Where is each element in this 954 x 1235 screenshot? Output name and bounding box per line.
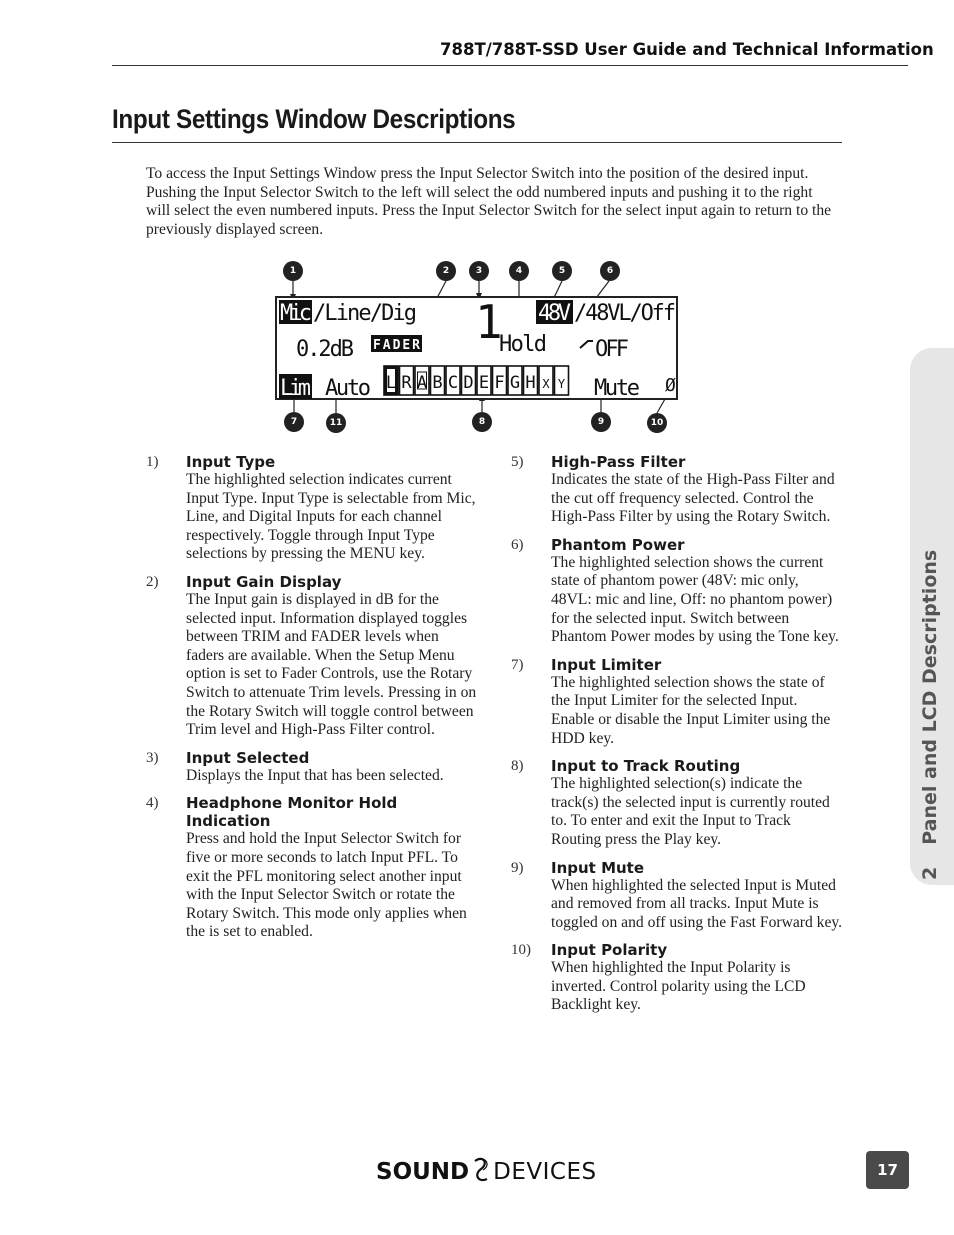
track-label-r: R (401, 373, 412, 393)
intro-text: To access the Input Settings Window press the Input Selector Switch into the position of the desired input. Pushing the Input Selector Switch to the left will select the odd numbered inputs and pushing it to the right will select the even numbered inputs. Press the Input Selector Switch for the select input again to return to the previously displayed screen. (146, 165, 832, 238)
item-body: The Input gain is displayed in dB for the selected input. Information displayed toggles between TRIM and FADER levels when faders are available. When the Setup Menu option is set to Fader Controls, use the Rotary Switch to attenuate Trim levels. Pressing in on the Rotary Switch will toggle control between Trim level and High-Pass Filter control. (186, 590, 477, 739)
running-header: 788T/788T-SSD User Guide and Technical Information (440, 40, 934, 59)
track-label-y: Y (557, 377, 566, 391)
lcd-input-type-rest: /Line/Dig (313, 301, 417, 326)
callout-1: 1 (283, 261, 303, 281)
lcd-gain-value: 0.2dB (296, 337, 354, 362)
lcd-input-number: 1 (475, 298, 503, 349)
callout-7: 7 (284, 412, 304, 432)
item-title: Input Polarity (551, 941, 668, 960)
track-label-h: H (525, 373, 536, 393)
chapter-number: 2 (919, 866, 941, 880)
item-body: Indicates the state of the High-Pass Filter and the cut off frequency selected. Control the High-Pass Filter by using the Rotary Switch. (551, 471, 835, 526)
track-label-e: E (478, 373, 490, 393)
list-item (511, 453, 843, 527)
track-label-g: G (509, 373, 521, 393)
item-title: Input Type (186, 453, 276, 471)
list-item (146, 453, 478, 564)
track-label-f: F (494, 373, 505, 393)
list-item (511, 757, 843, 849)
callout-3: 3 (469, 261, 489, 281)
logo-word-devices: DEVICES (493, 1159, 597, 1185)
chapter-tab-label (919, 550, 941, 880)
lcd-polarity: Ø (665, 375, 676, 396)
item-number: 1) (146, 454, 159, 470)
item-number: 2) (146, 573, 159, 590)
item-body: Press and hold the Input Selector Switch for five or more seconds to latch Input PFL. To exit the PFL monitoring select another input with the Input Selector Switch or rotate the Rotary Switch. This mode only applies when the is set to enabled. (186, 830, 467, 941)
item-body: When highlighted the selected Input is Muted and removed from all tracks. Input Mute is toggled on and off using the Fast Forward key. (551, 876, 843, 931)
item-title: Headphone Monitor Hold Indication (186, 794, 398, 831)
item-title: Phantom Power (551, 535, 685, 554)
item-body: When highlighted the Input Polarity is inverted. Control polarity using the LCD Backlight key. (551, 959, 806, 1014)
logo-word-sound: SOUND (376, 1159, 470, 1185)
item-body: The highlighted selection shows the state of the Input Limiter for the selected Input. Enable or disable the Input Limiter using the HDD key. (551, 673, 831, 747)
item-body: The highlighted selection(s) indicate the track(s) the selected input is currently routed to. To enter and exit the Input to Track Routing press the Play key. (551, 775, 830, 848)
list-item (146, 748, 478, 786)
callout-6: 6 (600, 261, 620, 281)
item-number: 4) (146, 795, 159, 812)
description-list-left (146, 453, 478, 951)
chapter-title: Panel and LCD Descriptions (919, 549, 941, 845)
callout-2: 2 (436, 261, 456, 281)
track-label-c: C (447, 373, 459, 393)
lcd-phantom-selected: 48V (538, 301, 571, 326)
list-item (146, 794, 478, 942)
item-number: 5) (511, 454, 524, 470)
lcd-hpf-value: OFF (595, 337, 629, 362)
track-routing-boxes (384, 366, 569, 395)
item-title: Input Gain Display (186, 572, 342, 591)
lcd-input-type-selected: Mic (280, 301, 312, 326)
item-number: 8) (511, 758, 524, 775)
item-number: 9) (511, 859, 524, 876)
description-list-right (511, 453, 843, 1024)
list-item (511, 858, 843, 933)
lcd-phantom-rest: /48VL/Off (574, 301, 676, 326)
callout-8: 8 (472, 412, 492, 432)
item-title: Input Limiter (551, 655, 662, 674)
track-label-d: D (463, 373, 474, 393)
track-label-l: L (385, 373, 397, 393)
item-number: 7) (511, 656, 524, 673)
item-title: Input Mute (551, 858, 645, 877)
list-item (511, 941, 843, 1015)
callout-4: 4 (509, 261, 529, 281)
sound-devices-logo (376, 1155, 597, 1185)
item-number: 6) (511, 536, 524, 553)
track-label-a: A (416, 373, 428, 393)
callout-10: 10 (647, 413, 667, 433)
list-item (146, 572, 478, 740)
callout-11: 11 (326, 413, 346, 433)
list-item (511, 655, 843, 748)
track-label-x: X (542, 377, 550, 391)
item-number: 3) (146, 749, 159, 766)
lcd-mute: Mute (594, 376, 640, 401)
lcd-limiter: Lim (280, 376, 311, 401)
lcd-contents (277, 298, 680, 402)
item-body: The highlighted selection shows the current state of phantom power (48V: mic only, 48VL: mic and line, Off: no phantom power) for the selected input. Switch between Phantom Power modes by using the Tone key. (551, 553, 839, 646)
item-body: Displays the Input that has been selected. (186, 766, 444, 784)
track-label-b: B (432, 373, 443, 393)
item-number: 10) (511, 942, 531, 959)
lcd-fader-badge: FADER (373, 338, 420, 353)
page-number: 17 (866, 1151, 909, 1189)
list-item (511, 535, 843, 647)
logo-swirl-icon (469, 1155, 493, 1185)
item-title: Input Selected (186, 748, 310, 767)
item-body: The highlighted selection indicates current Input Type. Input Type is selectable from Mic, Line, and Digital Inputs for each channel respectively. Toggle through Input Type selections by pressing the MENU key. (186, 471, 476, 563)
item-title: Input to Track Routing (551, 757, 741, 776)
item-title: High-Pass Filter (551, 453, 686, 471)
page-heading: Input Settings Window Descriptions (112, 104, 516, 134)
lcd-hold: Hold (499, 332, 547, 357)
lcd-input-settings-screen (275, 296, 678, 400)
lcd-auto: Auto (325, 376, 371, 401)
hpf-curve-icon (580, 341, 593, 348)
callout-9: 9 (591, 412, 611, 432)
callout-5: 5 (552, 261, 572, 281)
